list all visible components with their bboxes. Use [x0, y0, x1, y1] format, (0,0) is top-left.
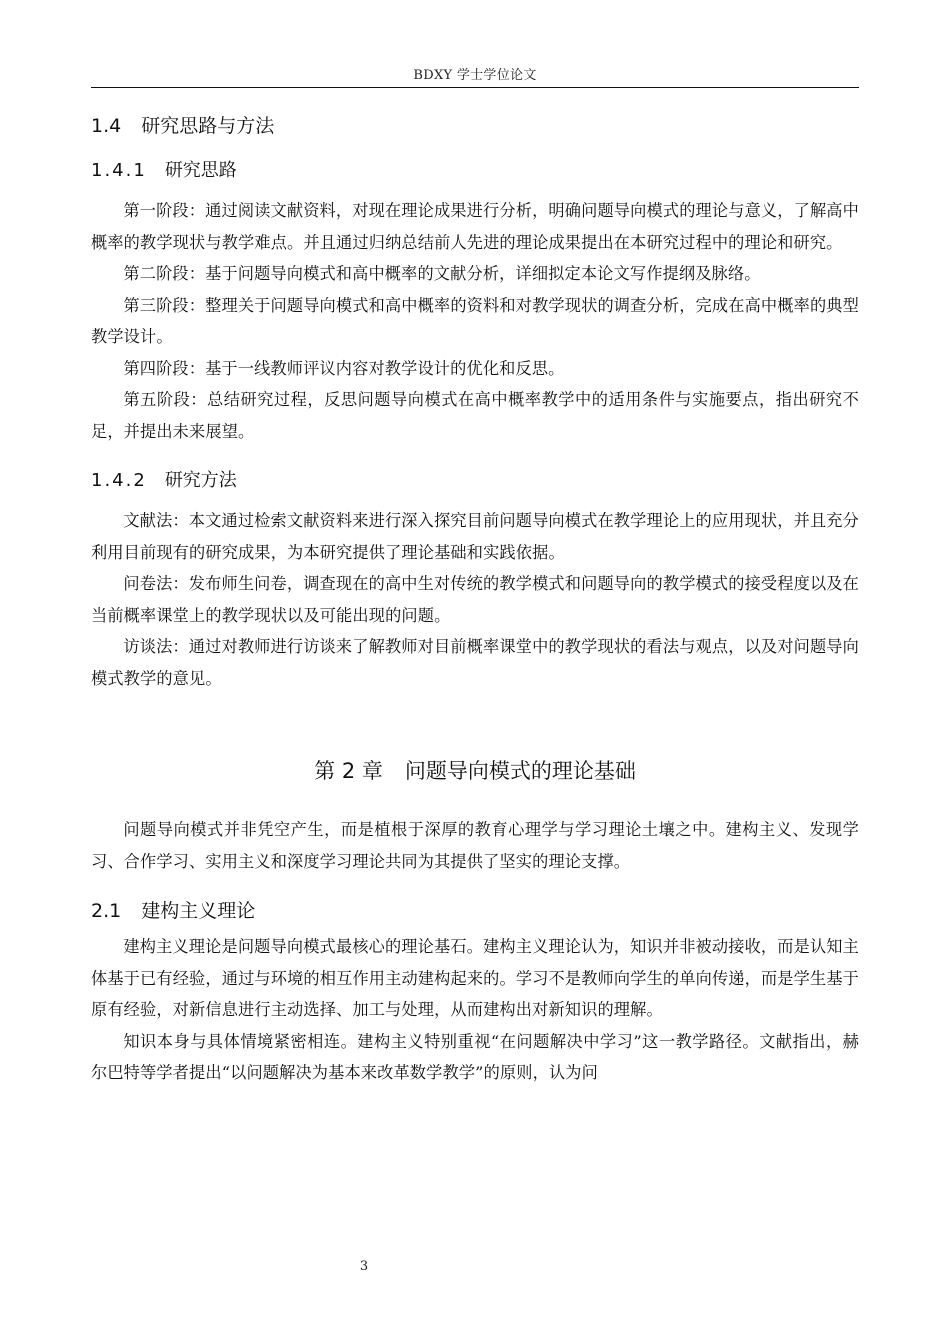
chapter-number: 第 2 章: [314, 759, 383, 783]
subsection-number: 1.4.2: [91, 470, 147, 491]
section-heading-1-4: [91, 112, 859, 140]
subsection-heading-1-4-2: [91, 467, 859, 495]
running-header: BDXY 学士学位论文: [413, 68, 537, 83]
paragraph: 问卷法：发布师生问卷，调查现在的高中生对传统的教学模式和问题导向的教学模式的接受程度以及在当前概率课堂上的教学现状以及可能出现的问题。: [91, 574, 859, 625]
subsection-heading-1-4-1: [91, 157, 859, 185]
section-title: 建构主义理论: [141, 900, 256, 922]
subsection-title: 研究思路: [164, 160, 237, 181]
subsection-number: 1.4.1: [91, 160, 147, 181]
section-heading-2-1: [91, 897, 859, 925]
subsection-title: 研究方法: [164, 470, 237, 491]
paragraph: 第五阶段：总结研究过程，反思问题导向模式在高中概率教学中的适用条件与实施要点，指出研究不足，并提出未来展望。: [91, 390, 859, 441]
header-divider: [91, 87, 859, 88]
page-body: [91, 112, 859, 1089]
paragraph: 第三阶段：整理关于问题导向模式和高中概率的资料和对教学现状的调查分析，完成在高中概率的典型教学设计。: [91, 295, 859, 346]
section-number: 2.1: [91, 900, 122, 922]
paragraph: 第四阶段：基于一线教师评议内容对教学设计的优化和反思。: [123, 358, 565, 378]
paragraph: 建构主义理论是问题导向模式最核心的理论基石。建构主义理论认为，知识并非被动接收，而是认知主体基于已有经验，通过与环境的相互作用主动建构起来的。学习不是教师向学生的单向传递，而是学生基于原有经验，对新信息进行主动选择、加工与处理，从而建构出对新知识的理解。: [91, 937, 859, 1019]
chapter-title: 问题导向模式的理论基础: [404, 759, 636, 783]
paragraph: 知识本身与具体情境紧密相连。建构主义特别重视“在问题解决中学习”这一教学路径。文献指出，赫尔巴特等学者提出“以问题解决为基本来改革数学教学”的原则，认为问: [91, 1031, 859, 1082]
paragraph: 访谈法：通过对教师进行访谈来了解教师对目前概率课堂中的教学现状的看法与观点，以及对问题导向模式教学的意见。: [91, 637, 859, 688]
chapter-heading: [91, 756, 859, 786]
paragraph: 文献法：本文通过检索文献资料来进行深入探究目前问题导向模式在教学理论上的应用现状，并且充分利用目前现有的研究成果，为本研究提供了理论基础和实践依据。: [91, 511, 859, 562]
chapter-intro-paragraph: 问题导向模式并非凭空产生，而是植根于深厚的教育心理学与学习理论土壤之中。建构主义、发现学习、合作学习、实用主义和深度学习理论共同为其提供了坚实的理论支撑。: [91, 820, 859, 871]
section-number: 1.4: [91, 115, 122, 137]
page-number: 3: [359, 1259, 369, 1274]
paragraph: 第二阶段：基于问题导向模式和高中概率的文献分析，详细拟定本论文写作提纲及脉络。: [123, 264, 761, 283]
paragraph: 第一阶段：通过阅读文献资料，对现在理论成果进行分析，明确问题导向模式的理论与意义，了解高中概率的教学现状与教学难点。并且通过归纳总结前人先进的理论成果提出在本研究过程中的理论和研究。: [91, 201, 859, 252]
section-title: 研究思路与方法: [141, 115, 275, 137]
